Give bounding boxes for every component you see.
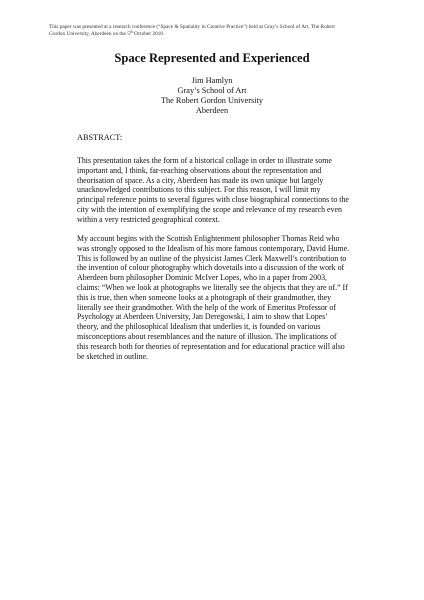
paragraph-line: unacknowledged contributions to this subject. For this reason, I will limit my [77, 185, 321, 195]
conference-note-line-2-text: Gordon University, Aberdeen on the 5 [49, 31, 130, 37]
paragraph-line: within a very restricted geographical context. [77, 214, 220, 224]
paragraph-line: this is true, then when someone looks at a photograph of their grandmother, they [77, 292, 332, 302]
paper-title: Space Represented and Experienced [114, 51, 310, 65]
author-name: Jim Hamlyn [191, 76, 233, 85]
paragraph-line: this research both for theories of representation and for educational practice will also [77, 341, 345, 351]
paragraph-line: This is followed by an outline of the physicist James Clerk Maxwell’s contribution to [77, 253, 347, 263]
conference-note [49, 24, 389, 38]
paragraph-line: important and, I think, far-reaching observations about the representation and [77, 165, 322, 175]
paragraph-line: the invention of colour photography which dovetails into a discussion of the work of [77, 263, 345, 273]
paragraph-line: theorisation of space. As a city, Aberdeen has made its own unique but largely [77, 175, 324, 185]
paragraph-line: Aberdeen born philosopher Dominic McIver Lopes, who in a paper from 2003, [77, 273, 328, 283]
author-city: Aberdeen [195, 106, 229, 115]
paragraph-line: city with the intention of exemplifying the scope and relevance of my research even [77, 204, 342, 214]
paragraph-line: claims: “When we look at photographs we literally see the objects that they are of.” If [77, 282, 348, 292]
paragraph-line: literally see their grandmother. With the help of the work of Emeritus Professor of [77, 302, 336, 312]
author-school: Gray’s School of Art [177, 86, 247, 95]
paragraph-line: This presentation takes the form of a historical collage in order to illustrate some [77, 156, 332, 165]
author-block [0, 76, 424, 116]
author-university: The Robert Gordon University [160, 96, 264, 105]
conference-note-line-2 [49, 31, 389, 38]
paragraph-line: principal reference points to several figures with close biographical connections to the [77, 195, 349, 205]
paragraph-line: be sketched in outline. [77, 351, 148, 361]
abstract-paragraph-2 [77, 234, 377, 361]
abstract-paragraph-1 [77, 156, 377, 225]
paragraph-line: was strongly opposed to the Idealism of his more famous contemporary, David Hume. [77, 243, 350, 253]
abstract-heading: ABSTRACT: [77, 133, 123, 142]
date-ordinal-suffix: th [129, 30, 133, 34]
paragraph-line: Psychology at Aberdeen University, Jan Deregowski, I aim to show that Lopes’ [77, 312, 328, 322]
paragraph-line: My account begins with the Scottish Enlightenment philosopher Thomas Reid who [77, 234, 340, 243]
conference-note-line-2-end: October 2018. [132, 31, 165, 37]
paragraph-line: theory, and the philosophical Idealism that underlies it, is founded on various [77, 322, 321, 332]
conference-note-line-1: This paper was presented at a research conference (“Space & Spatiality in Creative Practice”) held at Gray’s School of Art, The Robert [49, 24, 335, 30]
paragraph-line: misconceptions about resemblances and the nature of illusion. The implications of [77, 331, 337, 341]
